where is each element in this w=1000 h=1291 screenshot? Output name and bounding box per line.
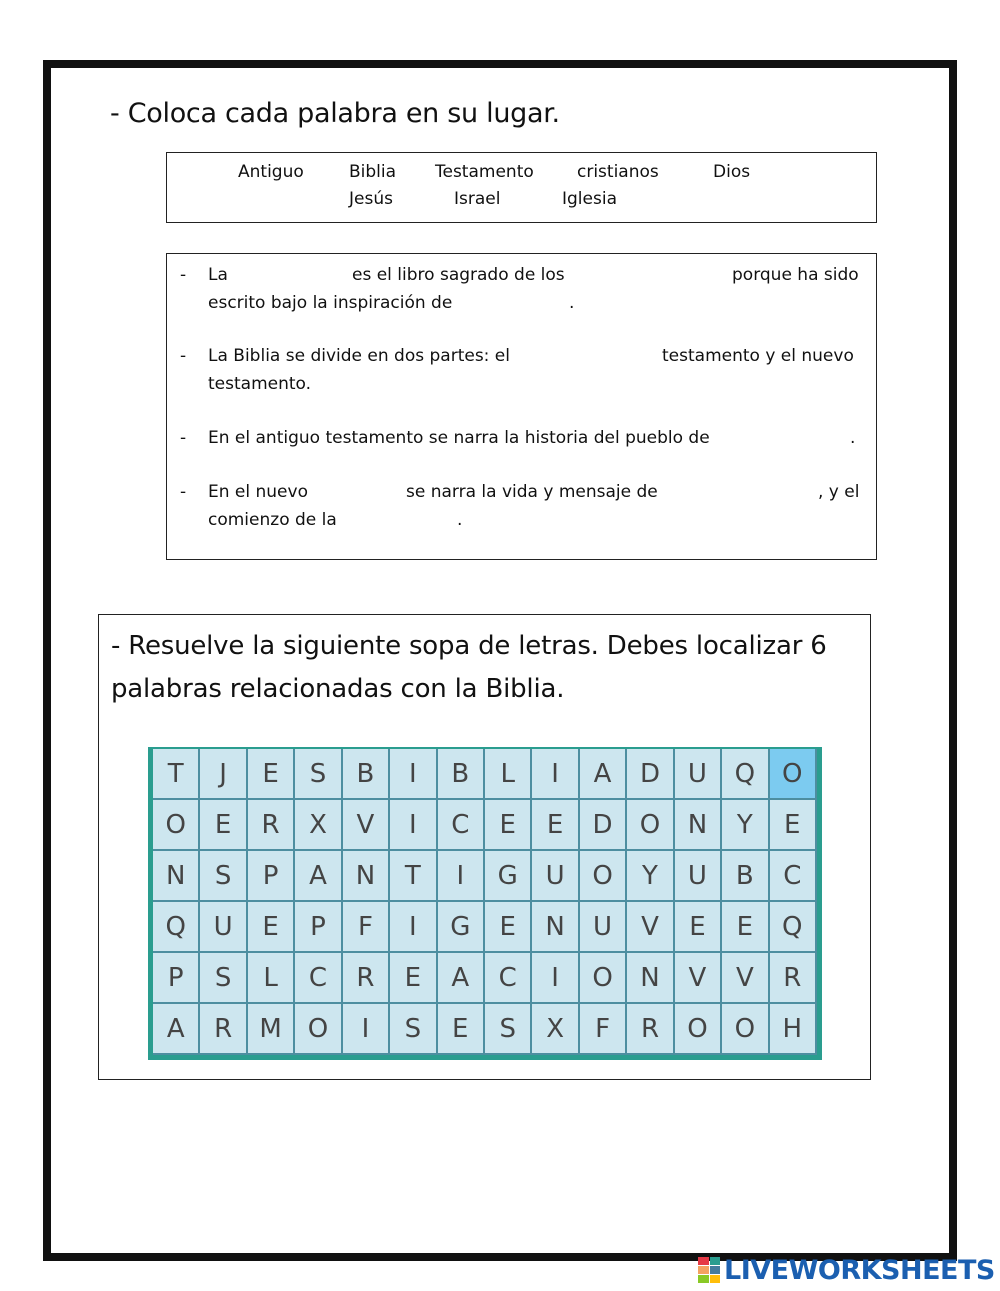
grid-cell[interactable]: E [390, 953, 437, 1004]
word-bank-item[interactable]: Biblia [349, 162, 397, 182]
grid-cell[interactable]: F [343, 902, 390, 953]
grid-cell[interactable]: U [675, 851, 722, 902]
grid-cell[interactable]: E [485, 902, 532, 953]
grid-cell[interactable]: I [532, 749, 579, 800]
grid-cell[interactable]: Y [627, 851, 674, 902]
sentence-dash: - [180, 265, 187, 285]
grid-cell[interactable]: I [390, 800, 437, 851]
grid-cell[interactable]: O [722, 1004, 769, 1055]
sentence-text: testamento y el nuevo [662, 346, 854, 366]
grid-cell[interactable]: D [627, 749, 674, 800]
grid-cell[interactable]: P [153, 953, 200, 1004]
sentence-text: . [850, 428, 856, 448]
grid-cell[interactable]: T [390, 851, 437, 902]
section2-heading: - Resuelve la siguiente sopa de letras. Debes localizar 6 palabras relacionadas con la Biblia. [111, 631, 827, 704]
grid-cell[interactable]: E [248, 902, 295, 953]
grid-cell[interactable]: S [390, 1004, 437, 1055]
grid-cell[interactable]: I [390, 902, 437, 953]
grid-cell[interactable]: R [200, 1004, 247, 1055]
grid-cell[interactable]: P [295, 902, 342, 953]
grid-cell[interactable]: V [343, 800, 390, 851]
grid-cell[interactable]: O [770, 749, 817, 800]
grid-cell[interactable]: Q [153, 902, 200, 953]
logo-badge-icon [698, 1257, 720, 1283]
grid-cell[interactable]: A [295, 851, 342, 902]
grid-cell[interactable]: M [248, 1004, 295, 1055]
grid-cell[interactable]: Y [722, 800, 769, 851]
grid-cell[interactable]: A [580, 749, 627, 800]
sentence-text: comienzo de la [208, 510, 337, 530]
grid-cell[interactable]: S [295, 749, 342, 800]
sentence-text: . [569, 293, 575, 313]
sentence-dash: - [180, 346, 187, 366]
grid-cell[interactable]: U [200, 902, 247, 953]
grid-cell[interactable]: R [627, 1004, 674, 1055]
grid-cell[interactable]: B [438, 749, 485, 800]
grid-cell[interactable]: E [770, 800, 817, 851]
grid-cell[interactable]: C [295, 953, 342, 1004]
sentence-text: . [457, 510, 463, 530]
grid-cell[interactable]: I [390, 749, 437, 800]
grid-cell[interactable]: S [200, 851, 247, 902]
grid-cell[interactable]: E [438, 1004, 485, 1055]
sentence-text: En el nuevo [208, 482, 308, 502]
logo-text: LIVEWORKSHEETS [724, 1254, 995, 1286]
grid-cell[interactable]: I [532, 953, 579, 1004]
grid-cell[interactable]: E [485, 800, 532, 851]
grid-cell[interactable]: N [343, 851, 390, 902]
grid-cell[interactable]: O [580, 851, 627, 902]
grid-cell[interactable]: A [153, 1004, 200, 1055]
sentence-dash: - [180, 482, 187, 502]
grid-cell[interactable]: N [153, 851, 200, 902]
grid-cell[interactable]: N [627, 953, 674, 1004]
grid-cell[interactable]: I [343, 1004, 390, 1055]
grid-cell[interactable]: U [675, 749, 722, 800]
sentence-text: se narra la vida y mensaje de [406, 482, 658, 502]
grid-cell[interactable]: E [722, 902, 769, 953]
grid-cell[interactable]: L [248, 953, 295, 1004]
grid-cell[interactable]: D [580, 800, 627, 851]
grid-cell[interactable]: V [722, 953, 769, 1004]
sentence-text: testamento. [208, 374, 312, 394]
grid-cell[interactable]: U [580, 902, 627, 953]
grid-cell[interactable]: E [532, 800, 579, 851]
sentence-text: es el libro sagrado de los [352, 265, 565, 285]
section1-heading: - Coloca cada palabra en su lugar. [110, 98, 560, 129]
grid-cell[interactable]: O [295, 1004, 342, 1055]
grid-cell[interactable]: R [343, 953, 390, 1004]
grid-cell[interactable]: O [627, 800, 674, 851]
answer-blank[interactable] [542, 345, 656, 369]
grid-cell[interactable]: O [580, 953, 627, 1004]
grid-cell[interactable]: G [438, 902, 485, 953]
grid-cell[interactable]: J [200, 749, 247, 800]
sentence-text: porque ha sido [732, 265, 859, 285]
grid-cell[interactable]: L [485, 749, 532, 800]
grid-cell[interactable]: A [438, 953, 485, 1004]
answer-blank[interactable] [585, 264, 729, 288]
grid-cell[interactable]: Q [722, 749, 769, 800]
answer-blank[interactable] [675, 481, 819, 505]
grid-cell[interactable]: X [295, 800, 342, 851]
grid-cell[interactable]: E [200, 800, 247, 851]
grid-cell[interactable]: P [248, 851, 295, 902]
grid-cell[interactable]: R [248, 800, 295, 851]
word-bank-item[interactable]: Jesús [349, 189, 393, 209]
word-bank-item[interactable]: cristianos [577, 162, 659, 182]
sentence-text: , y el [818, 482, 860, 502]
grid-cell[interactable]: C [485, 953, 532, 1004]
word-bank-item[interactable]: Israel [454, 189, 501, 209]
grid-cell[interactable]: X [532, 1004, 579, 1055]
grid-cell[interactable]: G [485, 851, 532, 902]
grid-cell[interactable]: N [532, 902, 579, 953]
grid-cell[interactable]: B [343, 749, 390, 800]
sentence-dash: - [180, 428, 187, 448]
grid-cell[interactable]: I [438, 851, 485, 902]
grid-cell[interactable]: R [770, 953, 817, 1004]
answer-blank[interactable] [749, 427, 856, 451]
answer-blank[interactable] [237, 264, 351, 288]
grid-cell[interactable]: C [770, 851, 817, 902]
liveworksheets-logo [698, 1255, 995, 1285]
grid-cell[interactable]: C [438, 800, 485, 851]
grid-cell[interactable]: E [248, 749, 295, 800]
grid-cell[interactable]: V [627, 902, 674, 953]
answer-blank[interactable] [312, 481, 406, 505]
grid-cell[interactable]: N [675, 800, 722, 851]
word-bank-item[interactable]: Testamento [435, 162, 534, 182]
fill-in-sentences [166, 253, 877, 560]
grid-cell[interactable]: O [675, 1004, 722, 1055]
word-search-grid[interactable] [148, 747, 822, 1060]
grid-cell[interactable]: S [485, 1004, 532, 1055]
sentence-text: La Biblia se divide en dos partes: el [208, 346, 510, 366]
sentence-text: escrito bajo la inspiración de [208, 293, 453, 313]
grid-cell[interactable]: U [532, 851, 579, 902]
grid-cell[interactable]: S [200, 953, 247, 1004]
word-bank [166, 152, 877, 223]
answer-blank[interactable] [477, 292, 573, 316]
grid-cell[interactable]: H [770, 1004, 817, 1055]
grid-cell[interactable]: O [153, 800, 200, 851]
sentence-text: En el antiguo testamento se narra la historia del pueblo de [208, 428, 710, 448]
grid-cell[interactable]: T [153, 749, 200, 800]
grid-cell[interactable]: Q [770, 902, 817, 953]
sentence-text: La [208, 265, 228, 285]
answer-blank[interactable] [343, 509, 457, 533]
grid-cell[interactable]: F [580, 1004, 627, 1055]
grid-cell[interactable]: B [722, 851, 769, 902]
word-bank-item[interactable]: Dios [713, 162, 751, 182]
word-bank-item[interactable]: Iglesia [562, 189, 617, 209]
grid-cell[interactable]: V [675, 953, 722, 1004]
word-bank-item[interactable]: Antiguo [238, 162, 304, 182]
grid-cell[interactable]: E [675, 902, 722, 953]
